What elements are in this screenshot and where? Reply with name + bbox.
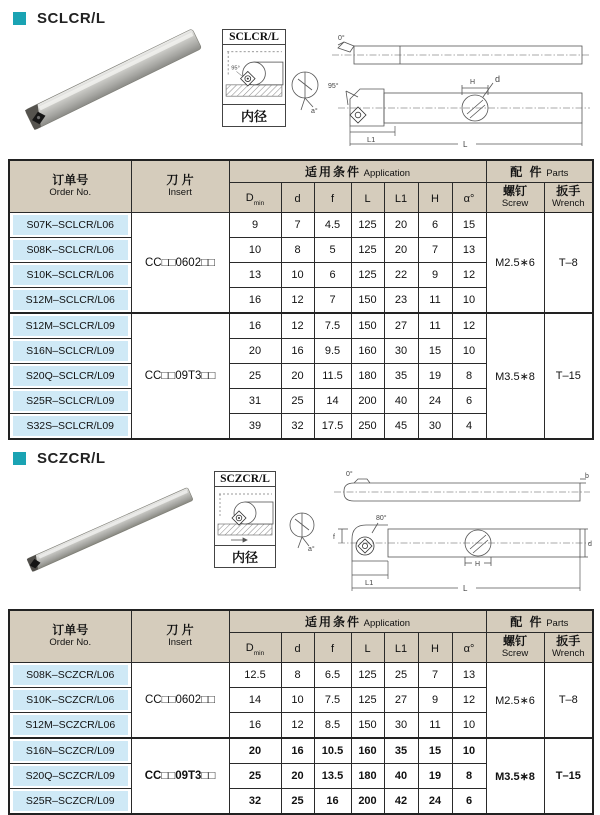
col-header-order-no bbox=[9, 160, 131, 213]
catalog-page bbox=[0, 10, 600, 807]
inset-box bbox=[222, 29, 286, 127]
section-bullet-icon bbox=[13, 452, 26, 465]
col-symbol: L1 bbox=[394, 642, 408, 655]
head-angle-label: 80° bbox=[376, 515, 387, 522]
order-no-chip: S08K–SCLCR/L06 bbox=[13, 240, 128, 260]
value-cell: 15 bbox=[452, 213, 486, 238]
value-cell: 11.5 bbox=[314, 364, 351, 389]
value-cell: 10 bbox=[281, 263, 314, 288]
value-cell: 12 bbox=[452, 263, 486, 288]
value-cell: 200 bbox=[351, 789, 384, 815]
value-cell: 32 bbox=[281, 414, 314, 440]
value-cell: 200 bbox=[351, 389, 384, 414]
top-view bbox=[332, 42, 590, 64]
value-cell: 125 bbox=[351, 263, 384, 288]
insert-code-cell: CC□□09T3□□ bbox=[131, 313, 229, 439]
table-container bbox=[8, 609, 592, 815]
order-no-cell bbox=[9, 789, 131, 815]
col-header-parts bbox=[486, 610, 593, 633]
label-zh: 扳手 bbox=[556, 184, 581, 199]
value-cell: 11 bbox=[418, 713, 452, 739]
value-cell: 12 bbox=[281, 313, 314, 339]
label-zh: 配 件 bbox=[510, 614, 544, 629]
value-cell: 10 bbox=[452, 339, 486, 364]
inset-diagram bbox=[223, 45, 285, 104]
col-header-f bbox=[314, 633, 351, 663]
value-cell: 8 bbox=[281, 238, 314, 263]
value-cell: 6 bbox=[452, 389, 486, 414]
value-cell: 13 bbox=[452, 663, 486, 688]
section-sczcr bbox=[0, 450, 600, 815]
table-row bbox=[9, 663, 593, 688]
table-body bbox=[9, 663, 593, 815]
order-no-chip: S12M–SCLCR/L09 bbox=[13, 316, 128, 336]
value-cell: 40 bbox=[384, 764, 418, 789]
value-cell: 13.5 bbox=[314, 764, 351, 789]
order-no-cell bbox=[9, 389, 131, 414]
value-cell: 10 bbox=[281, 688, 314, 713]
label-zh: 订单号 bbox=[52, 623, 89, 638]
order-no-cell bbox=[9, 288, 131, 314]
label-en: Order No. bbox=[49, 636, 92, 648]
label-en: Parts bbox=[543, 617, 569, 629]
label-en: Wrench bbox=[552, 197, 585, 209]
order-no-cell bbox=[9, 238, 131, 263]
value-cell: 180 bbox=[351, 764, 384, 789]
value-cell: 150 bbox=[351, 288, 384, 314]
insert-code-cell: CC□□0602□□ bbox=[131, 213, 229, 314]
value-cell: 6 bbox=[314, 263, 351, 288]
value-cell: 7 bbox=[418, 663, 452, 688]
order-no-cell bbox=[9, 339, 131, 364]
label-zh: 刀 片 bbox=[166, 623, 194, 638]
value-cell: 150 bbox=[351, 713, 384, 739]
value-cell: 30 bbox=[418, 414, 452, 440]
value-cell: 125 bbox=[351, 663, 384, 688]
order-no-chip: S20Q–SCLCR/L09 bbox=[13, 366, 128, 386]
col-header-parts bbox=[486, 160, 593, 183]
value-cell: 9 bbox=[229, 213, 281, 238]
value-cell: 8 bbox=[452, 764, 486, 789]
value-cell: 25 bbox=[281, 389, 314, 414]
col-symbol: L bbox=[364, 192, 371, 205]
value-cell: 20 bbox=[384, 213, 418, 238]
col-subscript: min bbox=[253, 200, 265, 208]
col-header-d bbox=[281, 183, 314, 213]
order-no-chip: S25R–SCLCR/L09 bbox=[13, 391, 128, 411]
col-header-dmin bbox=[229, 633, 281, 663]
col-header-application bbox=[229, 160, 486, 183]
label-zh: 螺钉 bbox=[503, 634, 528, 649]
value-cell: 25 bbox=[384, 663, 418, 688]
value-cell: 125 bbox=[351, 688, 384, 713]
value-cell: 25 bbox=[229, 364, 281, 389]
col-header-insert bbox=[131, 610, 229, 663]
value-cell: 250 bbox=[351, 414, 384, 440]
wrench-cell: T–15 bbox=[544, 738, 593, 814]
width-b-label: b bbox=[585, 473, 589, 480]
value-cell: 15 bbox=[418, 339, 452, 364]
order-no-chip: S12M–SCZCR/L06 bbox=[13, 715, 128, 735]
dim-f-label: f bbox=[333, 534, 335, 541]
value-cell: 7.5 bbox=[314, 688, 351, 713]
value-cell: 16 bbox=[229, 313, 281, 339]
label-en: Application bbox=[360, 167, 411, 179]
col-header-αdeg bbox=[452, 183, 486, 213]
value-cell: 31 bbox=[229, 389, 281, 414]
value-cell: 12 bbox=[452, 313, 486, 339]
col-symbol: α° bbox=[463, 642, 475, 655]
col-symbol: H bbox=[431, 642, 439, 655]
col-header-l1 bbox=[384, 633, 418, 663]
dim-d-label: d bbox=[588, 541, 592, 548]
col-header-order-no bbox=[9, 610, 131, 663]
col-symbol: D bbox=[245, 191, 254, 204]
col-header-screw bbox=[486, 183, 544, 213]
value-cell: 11 bbox=[418, 313, 452, 339]
col-symbol: f bbox=[330, 642, 335, 655]
dim-l1-label: L1 bbox=[367, 135, 376, 144]
value-cell: 13 bbox=[452, 238, 486, 263]
section-title: SCLCR/L bbox=[37, 10, 106, 27]
col-subscript: min bbox=[253, 650, 265, 658]
order-no-chip: S16N–SCLCR/L09 bbox=[13, 341, 128, 361]
value-cell: 7.5 bbox=[314, 313, 351, 339]
label-en: Insert bbox=[168, 186, 192, 198]
end-view bbox=[290, 513, 314, 548]
technical-drawing bbox=[288, 469, 594, 597]
col-header-l bbox=[351, 633, 384, 663]
screw-cell: M3.5∗8 bbox=[486, 313, 544, 439]
col-symbol: D bbox=[245, 641, 254, 654]
value-cell: 12 bbox=[281, 713, 314, 739]
value-cell: 7 bbox=[418, 238, 452, 263]
value-cell: 180 bbox=[351, 364, 384, 389]
head-angle-label: 95° bbox=[328, 83, 339, 90]
order-no-cell bbox=[9, 313, 131, 339]
label-en: Insert bbox=[168, 636, 192, 648]
label-zh: 适用条件 bbox=[304, 164, 361, 179]
section-title-row bbox=[13, 10, 600, 27]
value-cell: 7 bbox=[314, 288, 351, 314]
end-view bbox=[292, 72, 318, 110]
dim-l-label: L bbox=[463, 140, 468, 149]
value-cell: 23 bbox=[384, 288, 418, 314]
value-cell: 16 bbox=[281, 738, 314, 764]
label-zh: 适用条件 bbox=[304, 614, 361, 629]
value-cell: 6 bbox=[452, 789, 486, 815]
value-cell: 30 bbox=[384, 713, 418, 739]
order-no-chip: S25R–SCZCR/L09 bbox=[13, 791, 128, 811]
table-row bbox=[9, 213, 593, 238]
order-no-chip: S12M–SCLCR/L06 bbox=[13, 290, 128, 310]
col-symbol: H bbox=[431, 192, 439, 205]
value-cell: 17.5 bbox=[314, 414, 351, 440]
value-cell: 10.5 bbox=[314, 738, 351, 764]
boring-bar-photo-shape bbox=[25, 29, 202, 130]
col-header-d bbox=[281, 633, 314, 663]
col-symbol: f bbox=[330, 192, 335, 205]
value-cell: 19 bbox=[418, 364, 452, 389]
value-cell: 27 bbox=[384, 688, 418, 713]
col-symbol: α° bbox=[463, 192, 475, 205]
label-zh: 配 件 bbox=[510, 164, 544, 179]
insert-code-cell: CC□□09T3□□ bbox=[131, 738, 229, 814]
wrench-cell: T–8 bbox=[544, 663, 593, 739]
inset-caption: 内径 bbox=[223, 104, 285, 126]
value-cell: 24 bbox=[418, 389, 452, 414]
col-header-l1 bbox=[384, 183, 418, 213]
col-header-screw bbox=[486, 633, 544, 663]
front-view bbox=[338, 83, 590, 126]
spec-table-sclcr bbox=[8, 159, 594, 440]
dim-h-label: H bbox=[470, 79, 476, 86]
order-no-chip: S07K–SCLCR/L06 bbox=[13, 215, 128, 235]
col-header-f bbox=[314, 183, 351, 213]
col-header-l bbox=[351, 183, 384, 213]
front-view bbox=[338, 523, 590, 566]
label-en: Application bbox=[360, 617, 411, 629]
section-sclcr bbox=[0, 10, 600, 440]
col-symbol: L1 bbox=[394, 192, 408, 205]
table-head bbox=[9, 610, 593, 663]
label-zh: 订单号 bbox=[52, 173, 89, 188]
col-header-insert bbox=[131, 160, 229, 213]
col-header-dmin bbox=[229, 183, 281, 213]
value-cell: 14 bbox=[229, 688, 281, 713]
label-zh: 螺钉 bbox=[503, 184, 528, 199]
screw-cell: M2.5∗6 bbox=[486, 663, 544, 739]
value-cell: 8 bbox=[281, 663, 314, 688]
value-cell: 13 bbox=[229, 263, 281, 288]
order-no-cell bbox=[9, 738, 131, 764]
section-title: SCZCR/L bbox=[37, 450, 106, 467]
value-cell: 25 bbox=[229, 764, 281, 789]
table-head bbox=[9, 160, 593, 213]
col-header-wrench bbox=[544, 633, 593, 663]
inset-box bbox=[214, 471, 276, 568]
order-no-cell bbox=[9, 663, 131, 688]
tool-photo bbox=[14, 485, 210, 589]
value-cell: 10 bbox=[452, 713, 486, 739]
order-no-chip: S16N–SCZCR/L09 bbox=[13, 741, 128, 761]
label-en: Order No. bbox=[49, 186, 92, 198]
dim-l-label: L bbox=[463, 584, 468, 593]
order-no-chip: S32S–SCLCR/L09 bbox=[13, 416, 128, 436]
col-header-αdeg bbox=[452, 633, 486, 663]
order-no-chip: S10K–SCLCR/L06 bbox=[13, 265, 128, 285]
value-cell: 16 bbox=[229, 713, 281, 739]
value-cell: 10 bbox=[452, 738, 486, 764]
section-title-row bbox=[13, 450, 600, 467]
order-no-chip: S08K–SCZCR/L06 bbox=[13, 665, 128, 685]
value-cell: 150 bbox=[351, 313, 384, 339]
top-angle-label: 0° bbox=[338, 35, 345, 42]
feed-arrow-icon bbox=[231, 538, 247, 542]
order-no-cell bbox=[9, 213, 131, 238]
col-header-h bbox=[418, 633, 452, 663]
dim-l1-label: L1 bbox=[365, 578, 374, 587]
value-cell: 42 bbox=[384, 789, 418, 815]
figure-row bbox=[0, 29, 600, 153]
dim-d-label: d bbox=[495, 74, 501, 84]
col-symbol: d bbox=[294, 192, 301, 205]
value-cell: 32 bbox=[229, 789, 281, 815]
label-en: Parts bbox=[543, 167, 569, 179]
dim-h-label: H bbox=[475, 561, 481, 568]
order-no-chip: S10K–SCZCR/L06 bbox=[13, 690, 128, 710]
wrench-cell: T–15 bbox=[544, 313, 593, 439]
label-en: Screw bbox=[501, 647, 529, 659]
value-cell: 20 bbox=[229, 339, 281, 364]
order-no-chip: S20Q–SCZCR/L09 bbox=[13, 766, 128, 786]
value-cell: 9.5 bbox=[314, 339, 351, 364]
header-row-groups bbox=[9, 160, 593, 183]
value-cell: 6 bbox=[418, 213, 452, 238]
value-cell: 35 bbox=[384, 364, 418, 389]
inset-title: SCLCR/L bbox=[223, 30, 285, 45]
value-cell: 9 bbox=[418, 263, 452, 288]
value-cell: 10 bbox=[229, 238, 281, 263]
inset-angle-label: 95° bbox=[231, 65, 240, 72]
value-cell: 20 bbox=[281, 764, 314, 789]
col-header-application bbox=[229, 610, 486, 633]
order-no-cell bbox=[9, 688, 131, 713]
value-cell: 19 bbox=[418, 764, 452, 789]
value-cell: 4 bbox=[452, 414, 486, 440]
col-header-h bbox=[418, 183, 452, 213]
value-cell: 160 bbox=[351, 339, 384, 364]
order-no-cell bbox=[9, 414, 131, 440]
boring-bar-photo-shape bbox=[27, 487, 193, 571]
value-cell: 14 bbox=[314, 389, 351, 414]
value-cell: 125 bbox=[351, 213, 384, 238]
value-cell: 4.5 bbox=[314, 213, 351, 238]
screw-cell: M3.5∗8 bbox=[486, 738, 544, 814]
table-body bbox=[9, 213, 593, 440]
value-cell: 20 bbox=[281, 364, 314, 389]
tool-photo bbox=[14, 29, 216, 151]
screw-cell: M2.5∗6 bbox=[486, 213, 544, 314]
technical-drawing bbox=[290, 33, 594, 149]
inset-caption: 内径 bbox=[215, 545, 275, 567]
end-angle-label: a° bbox=[311, 108, 318, 115]
header-row-groups bbox=[9, 610, 593, 633]
spec-table-sczcr bbox=[8, 609, 594, 815]
value-cell: 24 bbox=[418, 789, 452, 815]
value-cell: 45 bbox=[384, 414, 418, 440]
value-cell: 16 bbox=[314, 789, 351, 815]
label-en: Wrench bbox=[552, 647, 585, 659]
table-container bbox=[8, 159, 592, 440]
value-cell: 30 bbox=[384, 339, 418, 364]
value-cell: 12.5 bbox=[229, 663, 281, 688]
value-cell: 20 bbox=[229, 738, 281, 764]
value-cell: 27 bbox=[384, 313, 418, 339]
value-cell: 39 bbox=[229, 414, 281, 440]
value-cell: 6.5 bbox=[314, 663, 351, 688]
top-angle-label: 0° bbox=[346, 471, 353, 478]
value-cell: 40 bbox=[384, 389, 418, 414]
value-cell: 16 bbox=[281, 339, 314, 364]
label-zh: 刀 片 bbox=[166, 173, 194, 188]
col-symbol: d bbox=[294, 642, 301, 655]
figure-row bbox=[0, 469, 600, 601]
value-cell: 5 bbox=[314, 238, 351, 263]
label-zh: 扳手 bbox=[556, 634, 581, 649]
end-angle-label: a° bbox=[308, 546, 315, 553]
value-cell: 20 bbox=[384, 238, 418, 263]
value-cell: 35 bbox=[384, 738, 418, 764]
order-no-cell bbox=[9, 263, 131, 288]
table-row bbox=[9, 738, 593, 764]
order-no-cell bbox=[9, 764, 131, 789]
insert-code-cell: CC□□0602□□ bbox=[131, 663, 229, 739]
value-cell: 15 bbox=[418, 738, 452, 764]
value-cell: 160 bbox=[351, 738, 384, 764]
inset-title: SCZCR/L bbox=[215, 472, 275, 487]
table-row bbox=[9, 313, 593, 339]
value-cell: 22 bbox=[384, 263, 418, 288]
label-en: Screw bbox=[501, 197, 529, 209]
wrench-cell: T–8 bbox=[544, 213, 593, 314]
value-cell: 16 bbox=[229, 288, 281, 314]
value-cell: 12 bbox=[452, 688, 486, 713]
value-cell: 9 bbox=[418, 688, 452, 713]
order-no-cell bbox=[9, 713, 131, 739]
col-symbol: L bbox=[364, 642, 371, 655]
value-cell: 8.5 bbox=[314, 713, 351, 739]
order-no-cell bbox=[9, 364, 131, 389]
value-cell: 12 bbox=[281, 288, 314, 314]
value-cell: 11 bbox=[418, 288, 452, 314]
top-view bbox=[334, 479, 590, 501]
value-cell: 8 bbox=[452, 364, 486, 389]
col-header-wrench bbox=[544, 183, 593, 213]
value-cell: 25 bbox=[281, 789, 314, 815]
value-cell: 125 bbox=[351, 238, 384, 263]
value-cell: 7 bbox=[281, 213, 314, 238]
inset-diagram bbox=[215, 487, 275, 545]
section-bullet-icon bbox=[13, 12, 26, 25]
value-cell: 10 bbox=[452, 288, 486, 314]
